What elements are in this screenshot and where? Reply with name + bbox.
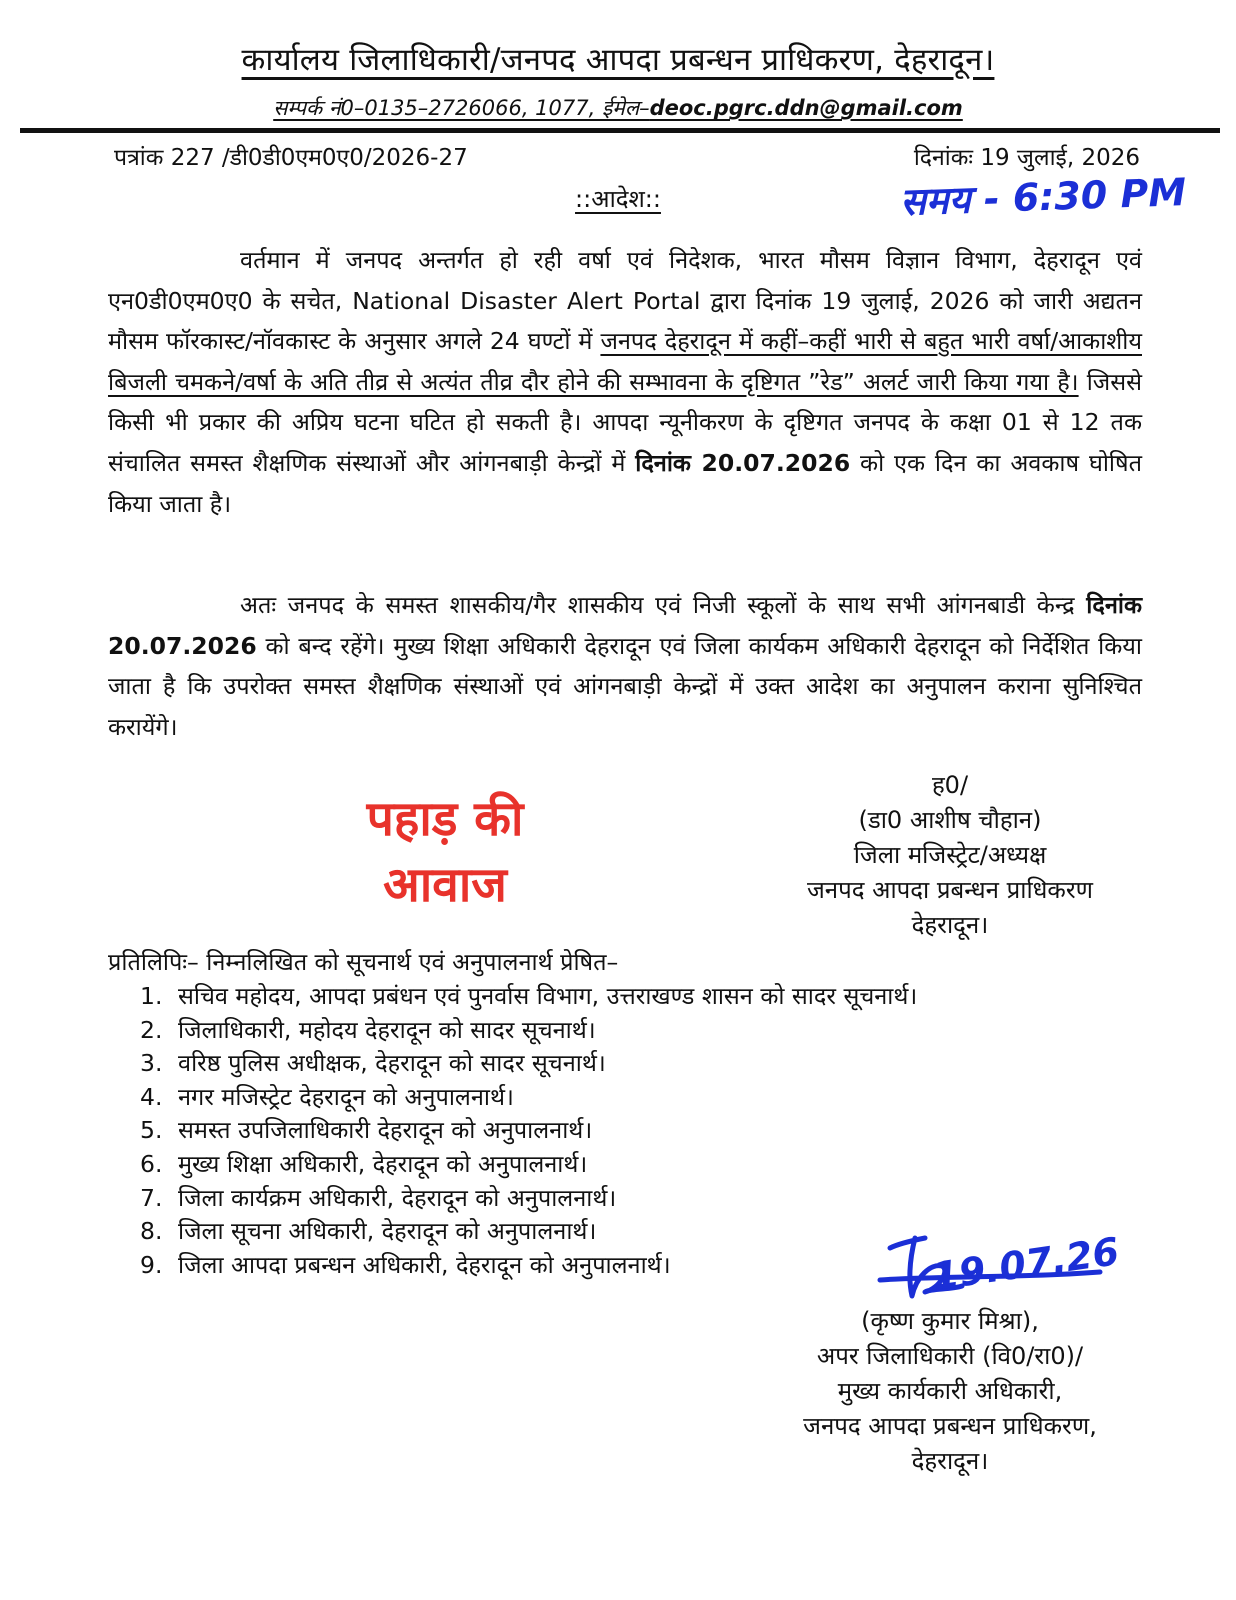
- copy-to-item: 7. जिला कार्यक्रम अधिकारी, देहरादून को अनुपालनार्थ।: [140, 1183, 617, 1212]
- copy-to-item: 8. जिला सूचना अधिकारी, देहरादून को अनुपालनार्थ।: [140, 1217, 597, 1246]
- copy-to-item: 5. समस्त उपजिलाधिकारी देहरादून को अनुपालनार्थ।: [140, 1116, 593, 1145]
- paragraph1-text-b: जिससे किसी भी प्रकार की अप्रिय घटना घटित हो सकती है। आपदा न्यूनीकरण के दृष्टिगत जनपद के कक्षा 01 से 12 तक संचालित समस्त शैक्षणिक संस्थाओं और आंगनबाड़ी केन्द्रों में: [108, 367, 1143, 477]
- copy-to-item: 1. सचिव महोदय, आपदा प्रबंधन एवं पुनर्वास विभाग, उत्तराखण्ड शासन को सादर सूचनार्थ।: [140, 982, 918, 1010]
- copy-to-item: 2. जिलाधिकारी, महोदय देहरादून को सादर सूचनार्थ।: [140, 1015, 596, 1044]
- paragraph1-text-a: वर्तमान में जनपद अन्तर्गत हो रही वर्षा एवं निदेशक, भारत मौसम विज्ञान विभाग, देहरादून एवं एन0डी0एम0ए0 के सचेत, National Disaster Alert Portal द्वारा दिनांक 19 जुलाई, 2026 को जारी अद्यतन मौसम फॉरकास्ट/नॉवकास्ट के अनुसार अगले 24 घण्टों में: [108, 246, 1142, 356]
- order-heading: ::आदेश::: [575, 185, 661, 213]
- signatory2-designation-1: अपर जिलाधिकारी (वि0/रा0)/: [816, 1342, 1084, 1370]
- contact-phone: सम्पर्क नं0–0135–2726066, 1077, ईमेल–: [273, 96, 650, 120]
- contact-line: [0, 94, 1236, 122]
- contact-email: deoc.pgrc.ddn@gmail.com: [649, 96, 963, 120]
- handwritten-time-note: समय - 6:30 PM: [899, 170, 1187, 224]
- header-divider: [20, 128, 1220, 133]
- order-paragraph-2: [108, 585, 1142, 747]
- signatory2-authority: जनपद आपदा प्रबन्धन प्राधिकरण,: [803, 1412, 1097, 1440]
- order-paragraph-1: [108, 240, 1142, 524]
- paragraph2-text-a: अतः जनपद के समस्त शासकीय/गैर शासकीय एवं निजी स्कूलों के साथ सभी आंगनबाडी केन्द्र: [240, 591, 1087, 619]
- watermark-line-2: आवाज: [383, 857, 507, 913]
- watermark-line-1: पहाड़ की: [366, 791, 524, 847]
- paragraph2-text-b: को बन्द रहेंगे। मुख्य शिक्षा अधिकारी देहरादून एवं जिला कार्यकम अधिकारी देहरादून को निर्देशित किया जाता है कि उपरोक्त समस्त शैक्षणिक संस्थाओं एवं आंगनबाड़ी केन्द्रों में उक्त आदेश का अनुपालन कराना सुनिश्चित करायेंगे।: [108, 631, 1142, 741]
- copy-to-item: 3. वरिष्ठ पुलिस अधीक्षक, देहरादून को सादर सूचनार्थ।: [140, 1049, 606, 1078]
- copy-to-item: 4. नगर मजिस्ट्रेट देहरादून को अनुपालनार्थ।: [140, 1082, 514, 1111]
- district-magistrate-signature-block: [760, 768, 1140, 943]
- paragraph1-text-c: को एक दिन का अवकाष घोषित किया जाता है।: [108, 448, 1142, 518]
- signature-date: 19.07.26: [929, 1229, 1122, 1299]
- closure-date: दिनांक 20.07.2026: [108, 591, 1142, 660]
- signatory2-designation-2: मुख्य कार्यकारी अधिकारी,: [837, 1377, 1063, 1405]
- signatory2-name: (कृष्ण कुमार मिश्रा),: [861, 1307, 1039, 1335]
- copy-to-item: 9. जिला आपदा प्रबन्धन अधिकारी, देहरादून को अनुपालनार्थ।: [140, 1250, 671, 1279]
- letter-date: दिनांकः 19 जुलाई, 2026: [913, 145, 1140, 171]
- signed-mark: ह0/: [931, 771, 969, 799]
- pahad-ki-awaz-watermark: [300, 786, 590, 918]
- copy-to-item: 6. मुख्य शिक्षा अधिकारी, देहरादून को अनुपालनार्थ।: [140, 1149, 588, 1178]
- signatory-authority: जनपद आपदा प्रबन्धन प्राधिकरण: [806, 876, 1094, 904]
- copy-to-heading: प्रतिलिपिः– निम्नलिखित को सूचनार्थ एवं अनुपालनार्थ प्रेषित–: [108, 948, 619, 976]
- signatory2-place: देहरादून।: [911, 1447, 989, 1475]
- copy-to-list: [140, 980, 917, 1282]
- holiday-date: दिनांक 20.07.2026: [635, 448, 851, 477]
- red-alert-statement: जनपद देहरादून में कहीं–कहीं भारी से बहुत भारी वर्षा/आकाशीय बिजली चमकने/वर्षा के अति तीव्र से अत्यंत तीव्र दौर होने की सम्भावना के दृष्टिगत ”रेड” अलर्ट जारी किया गया है।: [108, 327, 1142, 396]
- signatory-name: (डा0 आशीष चौहान): [858, 806, 1042, 834]
- signatory-place: देहरादून।: [911, 911, 989, 939]
- additional-dm-signature-block: [760, 1304, 1140, 1479]
- letter-number: पत्रांक 227 /डी0डी0एम0ए0/2026-27: [114, 145, 468, 171]
- signatory-designation: जिला मजिस्ट्रेट/अध्यक्ष: [853, 841, 1047, 869]
- office-title: कार्यालय जिलाधिकारी/जनपद आपदा प्रबन्धन प्राधिकरण, देहरादून।: [241, 42, 995, 78]
